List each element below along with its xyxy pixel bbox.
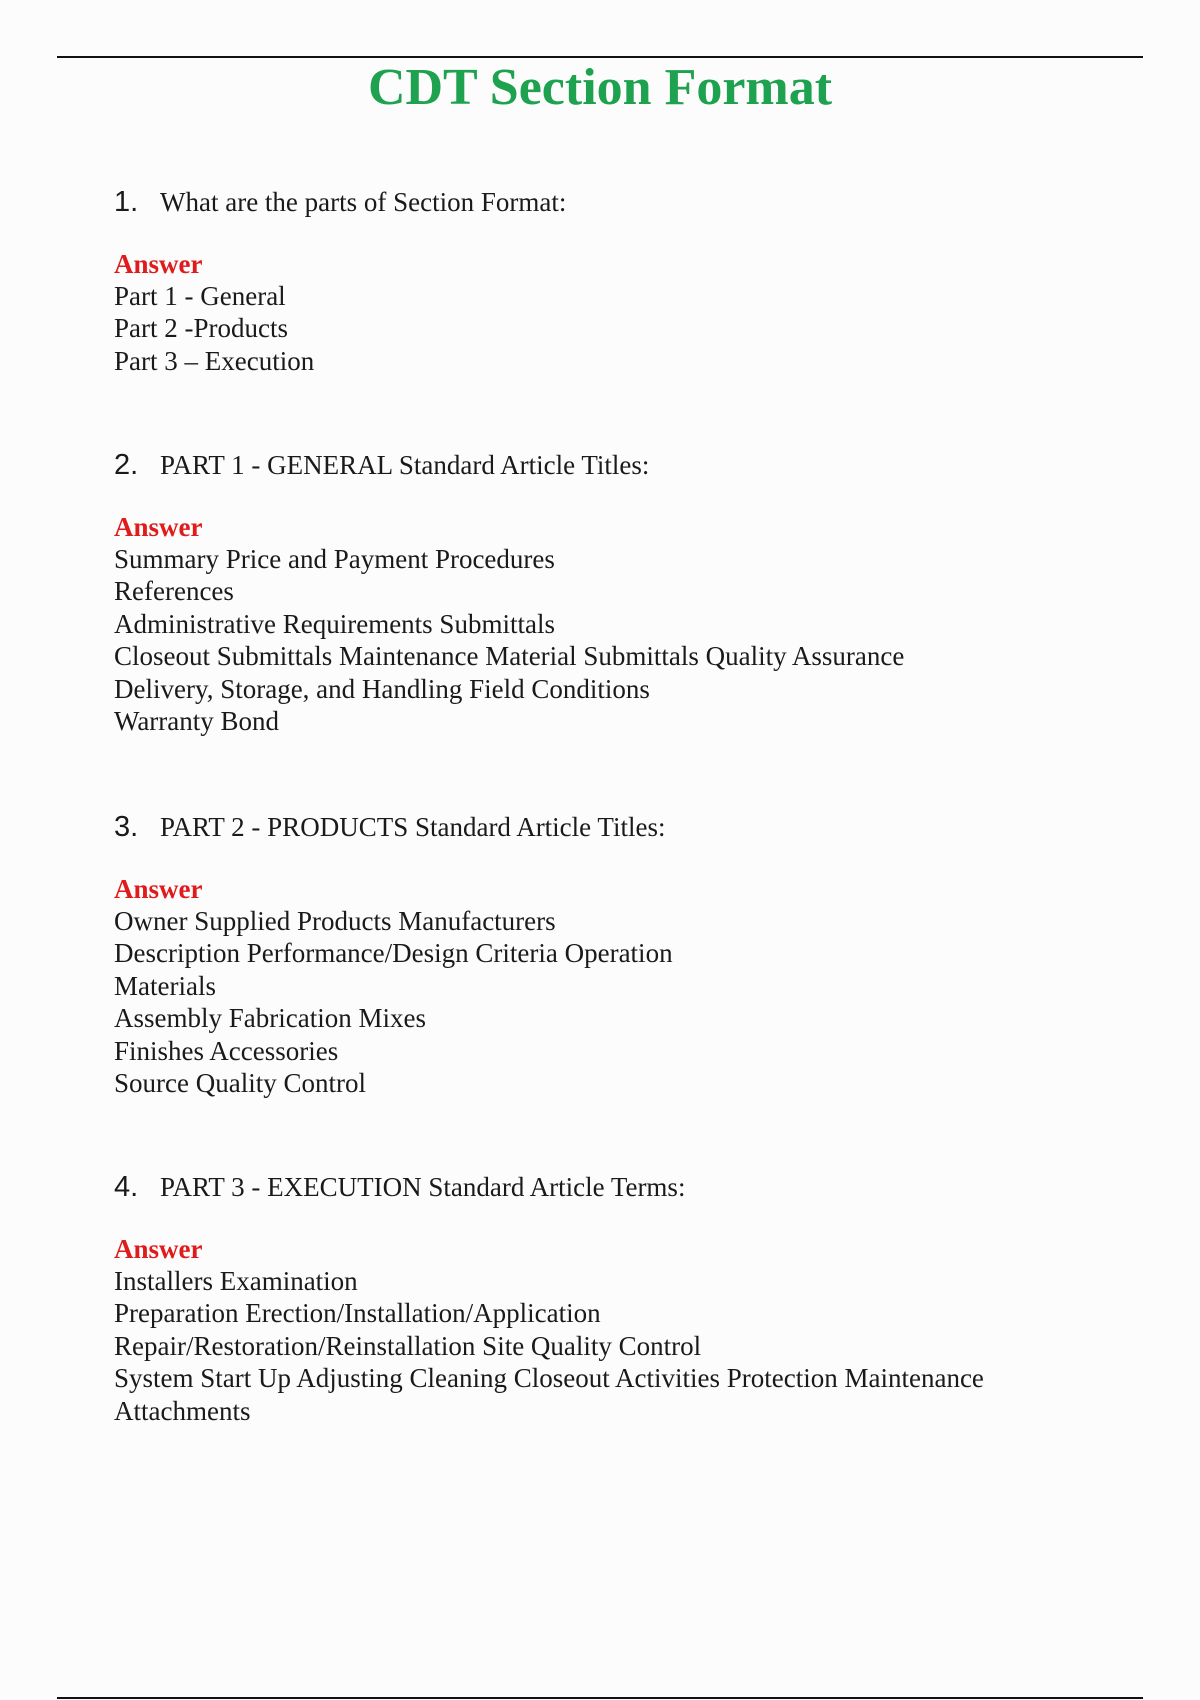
- answer-list: [114, 905, 1114, 1099]
- page-title: CDT Section Format: [367, 59, 833, 116]
- answer-line: Delivery, Storage, and Handling Field Conditions: [114, 673, 650, 704]
- answer-line: Materials: [114, 970, 216, 1001]
- question-number: 1.: [114, 186, 139, 218]
- answer-line: Finishes Accessories: [114, 1035, 339, 1066]
- question-2: [114, 449, 1114, 481]
- question-4: [114, 1171, 1114, 1203]
- question-block-4: [114, 1171, 1114, 1427]
- question-block-2: [114, 449, 1114, 737]
- answer-label: Answer: [114, 512, 203, 542]
- answer-line: Administrative Requirements Submittals: [114, 608, 555, 639]
- question-number: 4.: [114, 1171, 139, 1203]
- answer-line: Part 2 -Products: [114, 313, 288, 344]
- answer-line: Part 3 – Execution: [114, 345, 315, 376]
- answer-label: Answer: [114, 874, 203, 904]
- question-1: [114, 186, 1114, 218]
- answer-line: Warranty Bond: [114, 706, 280, 737]
- question-text: PART 1 - GENERAL Standard Article Titles:: [160, 450, 650, 480]
- answer-line: References: [114, 576, 234, 607]
- answer-line: Attachments: [114, 1395, 251, 1426]
- question-text: PART 3 - EXECUTION Standard Article Terms:: [160, 1172, 686, 1202]
- answer-list: [114, 543, 1114, 737]
- answer-line: Repair/Restoration/Reinstallation Site Quality Control: [114, 1330, 702, 1361]
- question-text: What are the parts of Section Format:: [160, 187, 567, 217]
- question-3: [114, 811, 1114, 843]
- answer-list: [114, 280, 1114, 377]
- answer-line: Part 1 - General: [114, 281, 286, 311]
- question-text: PART 2 - PRODUCTS Standard Article Titles:: [160, 812, 666, 842]
- answer-list: [114, 1265, 1114, 1427]
- answer-line: Closeout Submittals Maintenance Material Submittals Quality Assurance: [114, 641, 905, 672]
- question-number: 3.: [114, 811, 139, 843]
- answer-label: Answer: [114, 1234, 203, 1264]
- answer-line: System Start Up Adjusting Cleaning Closeout Activities Protection Maintenance: [114, 1363, 984, 1394]
- question-block-3: [114, 811, 1114, 1099]
- question-number: 2.: [114, 449, 139, 481]
- footer-rule: [57, 1697, 1143, 1699]
- question-block-1: [114, 186, 1114, 377]
- answer-line: Assembly Fabrication Mixes: [114, 1003, 426, 1034]
- answer-label: Answer: [114, 249, 203, 279]
- answer-line: Source Quality Control: [114, 1068, 366, 1099]
- answer-line: Description Performance/Design Criteria Operation: [114, 938, 673, 969]
- answer-line: Installers Examination: [114, 1266, 358, 1296]
- answer-line: Summary Price and Payment Procedures: [114, 544, 555, 574]
- answer-line: Preparation Erection/Installation/Application: [114, 1298, 601, 1329]
- answer-line: Owner Supplied Products Manufacturers: [114, 906, 556, 936]
